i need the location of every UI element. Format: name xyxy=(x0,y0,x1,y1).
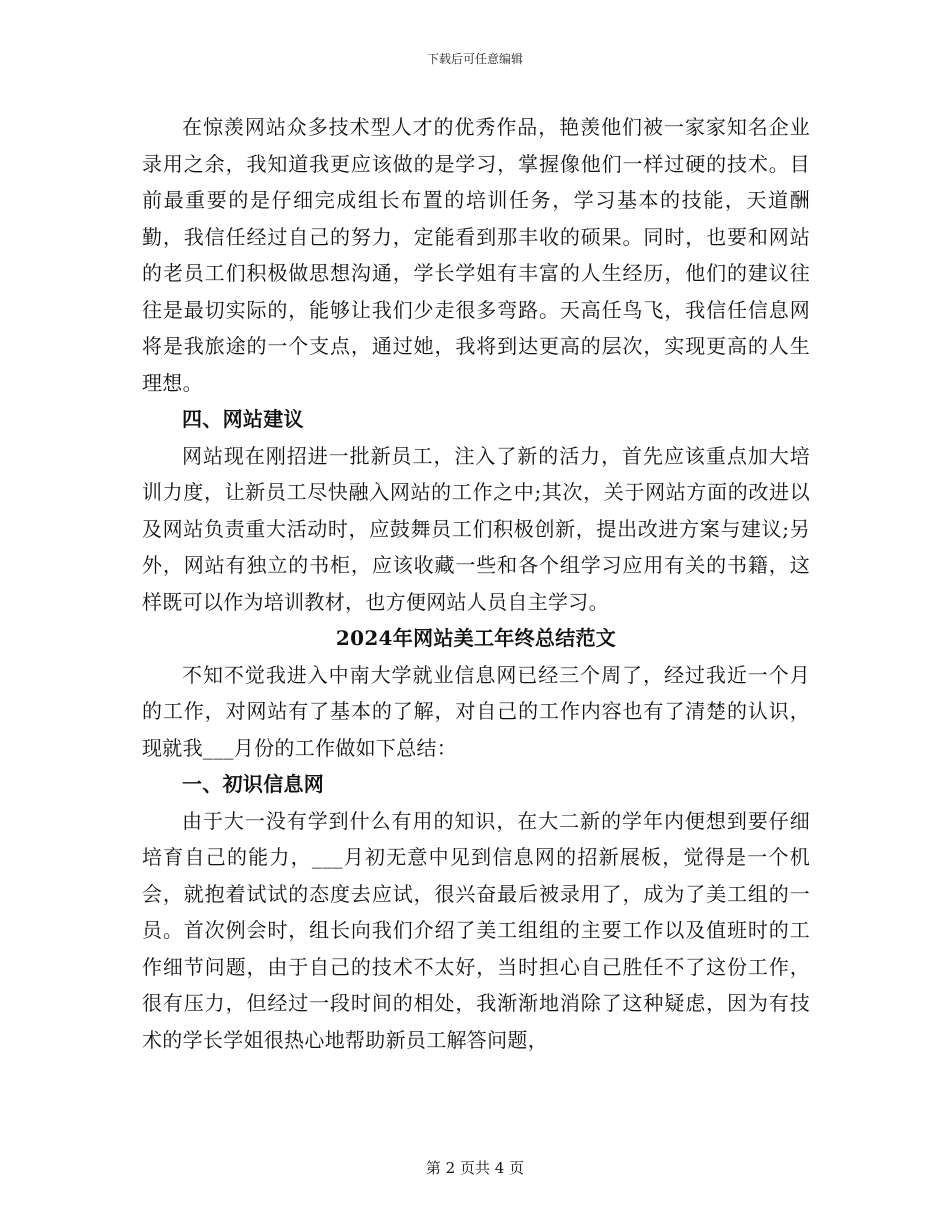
paragraph-body: 由于大一没有学到什么有用的知识，在大二新的学年内便想到要仔细培育自己的能力，___月初无意中见到信息网的招新展板，觉得是一个机会，就抱着试试的态度去应试，很兴奋最后被录用了，成为了美工组的一员。首次例会时，组长向我们介绍了美工组组的主要工作以及值班时的工作细节问题，由于自己的技术不太好，当时担心自己胜任不了这份工作，很有压力，但经过一段时间的相处，我渐渐地消除了这种疑虑，因为有技术的学长学姐很热心地帮助新员工解答问题， xyxy=(142,808,810,1052)
paragraph-body: 不知不觉我进入中南大学就业信息网已经三个周了，经过我近一个月的工作，对网站有了基本的了解，对自己的工作内容也有了清楚的认识，现就我___月份的工作做如下总结： xyxy=(142,662,810,760)
section-heading: 四、网站建议 xyxy=(182,407,304,431)
page-header: 下载后可任意编辑 xyxy=(426,52,523,66)
document-body xyxy=(142,109,810,1058)
page-footer: 第 2 页共 4 页 xyxy=(425,1159,525,1177)
section-heading: 一、初识信息网 xyxy=(182,772,325,796)
document-title: 2024年网站美工年终总结范文 xyxy=(335,626,617,650)
paragraph-body: 在惊羡网站众多技术型人才的优秀作品，艳羡他们被一家家知名企业录用之余，我知道我更应该做的是学习，掌握像他们一样过硬的技术。目前最重要的是仔细完成组长布置的培训任务，学习基本的技能，天道酬勤，我信任经过自己的努力，定能看到那丰收的硕果。同时，也要和网站的老员工们积极做思想沟通，学长学姐有丰富的人生经历，他们的建议往往是最切实际的，能够让我们少走很多弯路。天高任鸟飞，我信任信息网将是我旅途的一个支点，通过她，我将到达更高的层次，实现更高的人生理想。 xyxy=(142,115,810,395)
paragraph-body: 网站现在刚招进一批新员工，注入了新的活力，首先应该重点加大培训力度，让新员工尽快融入网站的工作之中;其次，关于网站方面的改进以及网站负责重大活动时，应鼓舞员工们积极创新，提出改进方案与建议;另外，网站有独立的书柜，应该收藏一些和各个组学习应用有关的书籍，这样既可以作为培训教材，也方便网站人员自主学习。 xyxy=(142,443,810,614)
